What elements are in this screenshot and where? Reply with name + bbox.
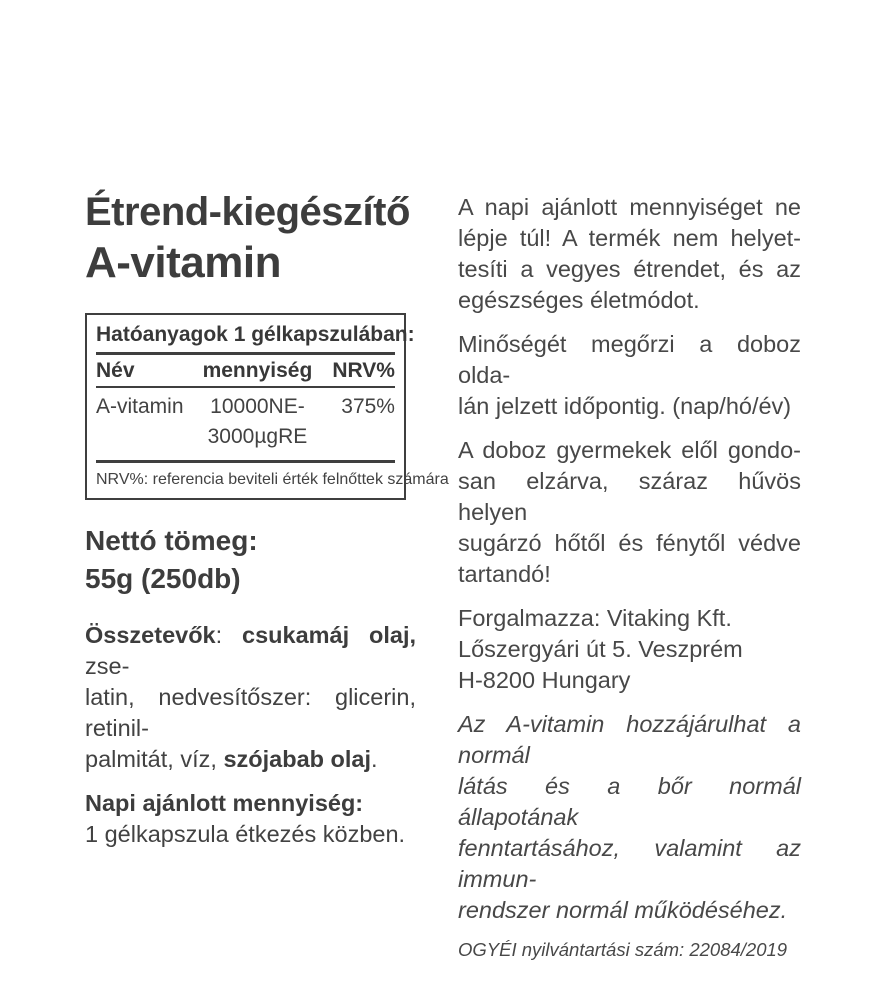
cell-ingredient-nrv: 375% <box>341 395 395 418</box>
table-divider-thick-top <box>96 352 395 355</box>
ingredients-label: Összetevők <box>85 622 216 648</box>
claim-line-3: fenntartásához, valamint az immun- <box>458 835 801 892</box>
left-column <box>85 188 449 850</box>
ingredients-line3-pre: palmitát, víz, <box>85 746 224 772</box>
table-column-headers <box>96 357 395 384</box>
table-row <box>96 390 395 456</box>
ingredients-paragraph <box>85 620 416 775</box>
column-header-nrv: NRV% <box>332 359 395 382</box>
registration-number: OGYÉI nyilvántartási szám: 22084/2019 <box>458 939 788 960</box>
table-divider-thin <box>96 386 395 388</box>
active-ingredients-table <box>85 313 449 500</box>
daily-dose-text: 1 gélkapszula étkezés közben. <box>85 821 406 847</box>
storage-line-4: tartandó! <box>458 561 551 587</box>
distributor-line-3: H-8200 Hungary <box>458 667 631 693</box>
distributor-line-2: Lőszergyári út 5. Veszprém <box>458 636 743 662</box>
ingredients-line-2: latin, nedvesítőszer: glicerin, retinil- <box>85 684 416 741</box>
net-weight-label: Nettó tömeg: <box>85 525 258 556</box>
storage-line-3: sugárzó hőtől és fénytől védve <box>458 530 801 556</box>
ingredient-bold-codliver: csukamáj olaj, <box>242 622 416 648</box>
quality-line-2: lán jelzett időpontig. (nap/hó/év) <box>458 393 792 419</box>
product-name-title: A-vitamin <box>85 238 281 287</box>
storage-line-1: A doboz gyermekek elől gondo- <box>458 437 801 463</box>
table-divider-thick-bottom <box>96 460 395 463</box>
amount-line2: 3000µgRE <box>207 425 308 448</box>
quality-paragraph <box>458 329 801 422</box>
table-footnote: NRV%: referencia beviteli érték felnőttek számára <box>96 471 449 488</box>
ingredients-line1-rest: zse- <box>85 653 130 679</box>
warning-line-3: tesíti a vegyes étrendet, és az <box>458 256 801 282</box>
warning-paragraph <box>458 192 801 316</box>
right-column <box>458 192 801 962</box>
net-weight-value: 55g (250db) <box>85 563 241 594</box>
amount-line1: 10000NE- <box>210 395 305 418</box>
column-header-amount: mennyiség <box>202 359 313 382</box>
cell-ingredient-amount <box>195 392 321 452</box>
table-inner <box>87 315 449 498</box>
ingredients-line-1 <box>85 620 416 682</box>
ingredients-line-3 <box>85 744 416 775</box>
net-weight-block <box>85 522 416 598</box>
warning-line-2: lépje túl! A termék nem helyet- <box>458 225 801 251</box>
table-title: Hatóanyagok 1 gélkapszulában: <box>96 323 415 346</box>
warning-line-4: egészséges életmódot. <box>458 287 700 313</box>
quality-line-1: Minőségét megőrzi a doboz olda- <box>458 331 801 388</box>
distributor-line-1: Forgalmazza: Vitaking Kft. <box>458 605 732 631</box>
column-header-name: Név <box>96 359 135 382</box>
claim-line-4: rendszer normál működéséhez. <box>458 897 788 923</box>
distributor-paragraph <box>458 603 801 696</box>
storage-paragraph <box>458 435 801 590</box>
ingredients-line3-post: . <box>371 746 378 772</box>
daily-dose-label: Napi ajánlott mennyiség: <box>85 790 364 816</box>
product-category-title: Étrend-kiegészítő <box>85 190 410 234</box>
claim-line-1: Az A-vitamin hozzájárulhat a normál <box>458 711 801 768</box>
health-claim-paragraph <box>458 709 801 926</box>
warning-line-1: A napi ajánlott mennyiséget ne <box>458 194 801 220</box>
ingredients-separator: : <box>215 622 243 648</box>
storage-line-2: san elzárva, száraz hűvös helyen <box>458 468 801 525</box>
ingredient-bold-soy: szójabab olaj <box>223 746 372 772</box>
daily-dose-block <box>85 788 416 850</box>
cell-ingredient-name: A-vitamin <box>96 395 184 418</box>
claim-line-2: látás és a bőr normál állapotának <box>458 773 801 830</box>
